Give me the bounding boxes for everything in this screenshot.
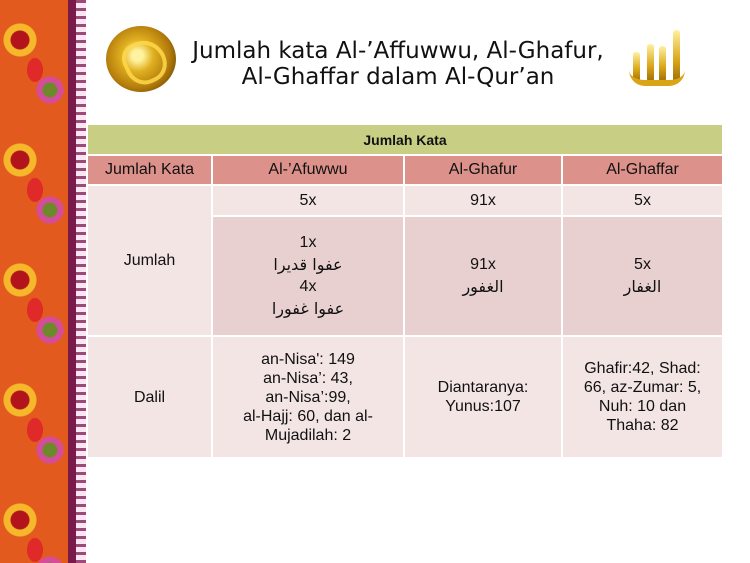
table-header-row <box>88 156 722 184</box>
dalil-line: Diantaranya: <box>437 379 529 396</box>
dalil-line: Yunus:107 <box>445 398 521 415</box>
decorative-border-edge <box>76 0 86 563</box>
arabic-detail-ghafur <box>405 217 561 335</box>
allah-calligraphy-icon <box>625 28 695 88</box>
title-line-2: Al-Ghaffar dalam Al-Qur’an <box>241 64 555 90</box>
header-jumlah-kata: Jumlah Kata <box>88 156 211 184</box>
muhammad-calligraphy-icon <box>106 26 176 92</box>
dalil-afuwwu <box>213 337 403 457</box>
title-line-1: Jumlah kata Al-’Affuwwu, Al-Ghafur, <box>192 38 604 64</box>
table-caption-row <box>88 125 722 154</box>
dalil-line: 66, az-Zumar: 5, <box>583 379 702 396</box>
calligraphy-base <box>629 70 685 86</box>
header-al-ghaffar: Al-Ghaffar <box>563 156 722 184</box>
dalil-line: Thaha: 82 <box>606 417 679 434</box>
decorative-border-stripe <box>68 0 76 563</box>
arabic-phrase: عفوا قديرا <box>273 255 343 274</box>
decorative-border-pattern <box>0 0 70 563</box>
dalil-line: Ghafir:42, Shad: <box>584 360 701 377</box>
word-count-table <box>88 125 720 459</box>
detail-count: 1x <box>299 234 317 251</box>
dalil-ghaffar <box>563 337 722 457</box>
arabic-phrase: الغفار <box>623 277 662 296</box>
detail-count: 5x <box>634 256 651 273</box>
detail-count: 91x <box>470 256 496 273</box>
detail-count: 4x <box>299 278 317 295</box>
arabic-detail-ghaffar <box>563 217 722 335</box>
data-table <box>86 123 724 459</box>
dalil-line: an-Nisa’:99, <box>265 388 351 406</box>
row-label-jumlah: Jumlah <box>88 186 211 335</box>
arabic-phrase: الغفور <box>462 277 504 296</box>
dalil-ghafur <box>405 337 561 457</box>
dalil-line: Mujadilah: 2 <box>264 426 352 444</box>
table-caption: Jumlah Kata <box>88 125 722 154</box>
header-al-afuwwu: Al-’Afuwwu <box>213 156 403 184</box>
count-afuwwu: 5x <box>213 186 403 215</box>
count-ghafur: 91x <box>405 186 561 215</box>
dalil-line: Nuh: 10 dan <box>598 398 687 415</box>
table-row <box>88 186 722 215</box>
row-label-dalil: Dalil <box>88 337 211 457</box>
count-ghaffar: 5x <box>563 186 722 215</box>
arabic-detail-afuwwu <box>213 217 403 335</box>
table-row <box>88 337 722 457</box>
dalil-line: an-Nisa’: 43, <box>263 369 353 387</box>
dalil-line: an-Nisa': 149 <box>261 350 355 368</box>
header-al-ghafur: Al-Ghafur <box>405 156 561 184</box>
dalil-line: al-Hajj: 60, dan al- <box>243 407 373 425</box>
slide-header <box>100 22 720 107</box>
page-title <box>178 38 618 90</box>
arabic-phrase: عفوا غفورا <box>271 299 345 318</box>
